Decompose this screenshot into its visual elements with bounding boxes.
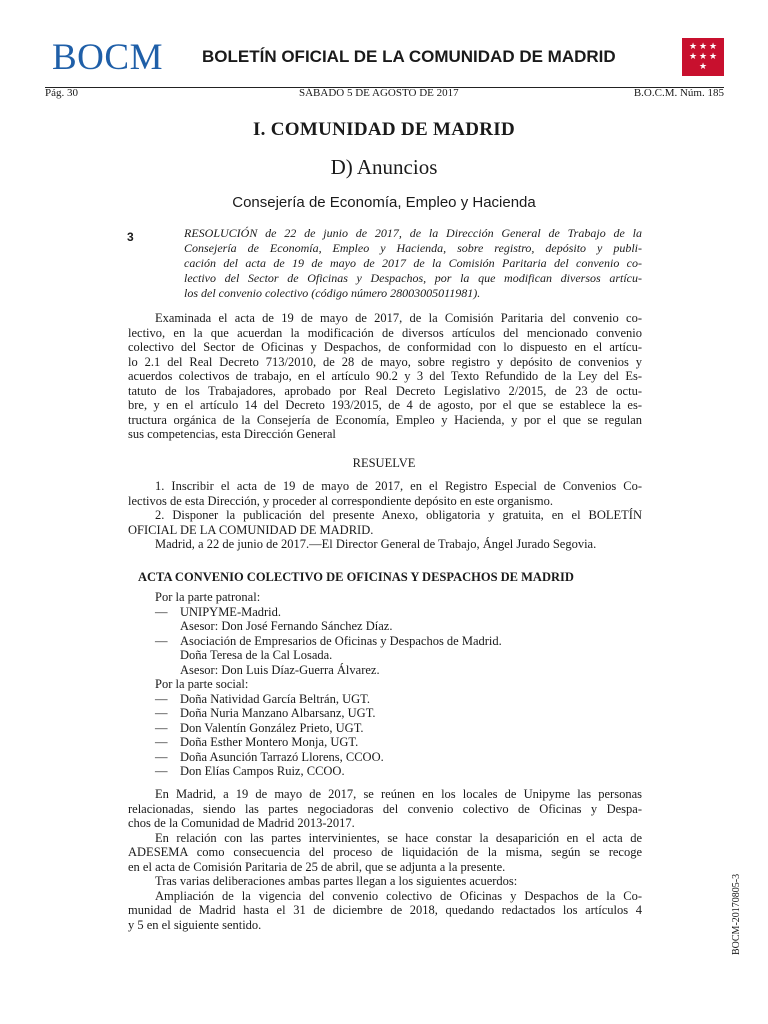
party-item [128, 706, 642, 721]
party-name: Don Elías Campos Ruiz, CCOO. [180, 764, 345, 778]
social-label: Por la parte social: [155, 677, 249, 691]
closing-line: ADESEMA como consecuencia del proceso de liquidación de la misma, según se recoge [128, 845, 642, 859]
star-icon: ★ [688, 52, 698, 62]
star-icon: ★ [698, 52, 708, 62]
bocm-logo: BOCM [52, 37, 163, 78]
party-item [128, 663, 642, 678]
resolution-line: lectivo del Sector de Oficinas y Despachos, por la que modifican diversos artícu- [184, 271, 642, 285]
dash-marker: — [155, 764, 168, 778]
closing-line: en el acta de Comisión Paritaria de 25 de abril, que se adjunta a la presente. [128, 859, 506, 874]
resolution-line: Consejería de Economía, Empleo y Hacienda, sobre registro, depósito y publi- [184, 241, 642, 255]
dash-marker: — [155, 604, 168, 619]
party-item [128, 634, 642, 649]
party-name: Asesor: Don Luis Díaz-Guerra Álvarez. [180, 662, 380, 677]
party-name: Doña Nuria Manzano Albarsanz, UGT. [180, 706, 376, 720]
madrid-flag-icon [682, 38, 724, 76]
employer-list [128, 605, 642, 678]
star-icon: ★ [708, 42, 718, 52]
star-icon: ★ [698, 42, 708, 52]
closing-line: En Madrid, a 19 de mayo de 2017, se reúnen en los locales de Unipyme las personas [155, 787, 642, 801]
resolve-line: lectivos de esta Dirección, y proceder al correspondiente depósito en este organismo. [128, 493, 553, 508]
closing-line: y 5 en el siguiente sentido. [128, 917, 262, 932]
parties-block [128, 590, 642, 779]
document-code: BOCM-20170805-3 [731, 873, 742, 955]
closing-line: Tras varias deliberaciones ambas partes llegan a los siguientes acuerdos: [155, 874, 518, 888]
intro-line: colectivo del Sector de Oficinas y Despachos, de conformidad con lo dispuesto en el artícu- [128, 340, 642, 354]
issue-date: SÁBADO 5 DE AGOSTO DE 2017 [299, 87, 459, 99]
intro-line: tructura orgánica de la Consejería de Economía, Empleo y Hacienda, y por el que se regulan [128, 412, 642, 427]
intro-line: lo 2.1 del Real Decreto 713/2010, de 28 de mayo, sobre registro y depósito de convenios y [128, 354, 642, 369]
party-item [128, 648, 642, 663]
party-name: Asesor: Don José Fernando Sánchez Díaz. [180, 619, 393, 633]
closing-line: chos de la Comunidad de Madrid 2013-2017. [128, 816, 355, 830]
intro-line: sus competencias, esta Dirección General [128, 427, 336, 441]
resolution-line: cación del acta de 19 de mayo de 2017 de la Comisión Paritaria del convenio co- [184, 256, 642, 270]
party-name: UNIPYME-Madrid. [180, 604, 282, 619]
party-item [128, 619, 642, 634]
dash-marker: — [155, 735, 168, 749]
party-item [128, 735, 642, 750]
resolve-line: 1. Inscribir el acta de 19 de mayo de 2017, en el Registro Especial de Convenios Co- [155, 479, 642, 493]
party-name: Doña Teresa de la Cal Losada. [180, 648, 333, 662]
social-list [128, 692, 642, 779]
resolution-summary [184, 226, 642, 301]
issue-number: B.O.C.M. Núm. 185 [633, 87, 724, 99]
section-department: Consejería de Economía, Empleo y Hacienda [232, 194, 536, 211]
page-meta-row [45, 86, 724, 99]
dash-marker: — [155, 691, 168, 706]
party-item [128, 605, 642, 620]
party-item [128, 692, 642, 707]
party-name: Doña Natividad García Beltrán, UGT. [180, 691, 370, 706]
resolution-line: RESOLUCIÓN de 22 de junio de 2017, de la Dirección General de Trabajo de la [184, 226, 642, 240]
intro-line: tatuto de los Trabajadores, aprobado por Real Decreto Legislativo 2/2015, de 23 de octu- [128, 383, 642, 398]
resolution-number: 3 [127, 230, 134, 244]
bulletin-title: BOLETÍN OFICIAL DE LA COMUNIDAD DE MADRID [202, 47, 616, 66]
party-item [128, 764, 642, 779]
resolve-line: Madrid, a 22 de junio de 2017.—El Director General de Trabajo, Ángel Jurado Segovia. [155, 537, 597, 551]
closing-line: Ampliación de la vigencia del convenio colectivo de Oficinas y Despachos de la Co- [155, 888, 642, 903]
intro-line: lectivo, en la que acuerdan la modificación de diversos artículos del mencionado convenio [128, 325, 642, 340]
dash-marker: — [155, 720, 168, 735]
dash-marker: — [155, 749, 168, 764]
intro-line: Examinada el acta de 19 de mayo de 2017, de la Comisión Paritaria del convenio co- [155, 311, 642, 325]
resolves-block [128, 479, 642, 552]
acta-title: ACTA CONVENIO COLECTIVO DE OFICINAS Y DESPACHOS DE MADRID [138, 570, 574, 584]
resolution-line: los del convenio colectivo (código número 28003005011981). [184, 286, 481, 300]
party-name: Doña Esther Montero Monja, UGT. [180, 735, 359, 749]
party-name: Doña Asunción Tarrazó Llorens, CCOO. [180, 749, 384, 764]
masthead [52, 38, 724, 86]
employer-label: Por la parte patronal: [155, 590, 261, 604]
closing-block [128, 787, 642, 932]
star-icon: ★ [688, 42, 698, 52]
party-name: Asociación de Empresarios de Oficinas y Despachos de Madrid. [180, 633, 502, 648]
closing-line: munidad de Madrid hasta el 31 de diciembre de 2018, quedando redactados los artículos 4 [128, 903, 642, 917]
star-icon: ★ [708, 52, 718, 62]
closing-line: En relación con las partes intervinientes, se hace constar la desaparición en el acta de [155, 830, 642, 845]
resolve-line: OFICIAL DE LA COMUNIDAD DE MADRID. [128, 522, 374, 537]
resuelve-heading: RESUELVE [352, 456, 416, 470]
party-name: Don Valentín González Prieto, UGT. [180, 720, 364, 735]
intro-line: bre, y en el artículo 14 del Decreto 193/2015, de 4 de agosto, por el que se establece la es- [128, 398, 642, 412]
dash-marker: — [155, 633, 168, 648]
section-community: I. COMUNIDAD DE MADRID [252, 119, 516, 140]
party-item [128, 750, 642, 765]
dash-marker: — [155, 706, 168, 720]
star-icon: ★ [698, 62, 708, 72]
intro-line: acuerdos colectivos de trabajo, en el artículo 90.2 y 3 del Texto Refundido de la Ley del Es- [128, 369, 642, 383]
intro-paragraph [128, 311, 642, 442]
section-announcements: D) Anuncios [330, 155, 438, 179]
page-number: Pág. 30 [45, 87, 78, 99]
resolve-line: 2. Disponer la publicación del presente Anexo, obligatoria y gratuita, en el BOLETÍN [155, 508, 642, 522]
party-item [128, 721, 642, 736]
closing-line: relacionadas, siendo las partes negociadoras del convenio colectivo de Oficinas y Despa- [128, 801, 642, 816]
